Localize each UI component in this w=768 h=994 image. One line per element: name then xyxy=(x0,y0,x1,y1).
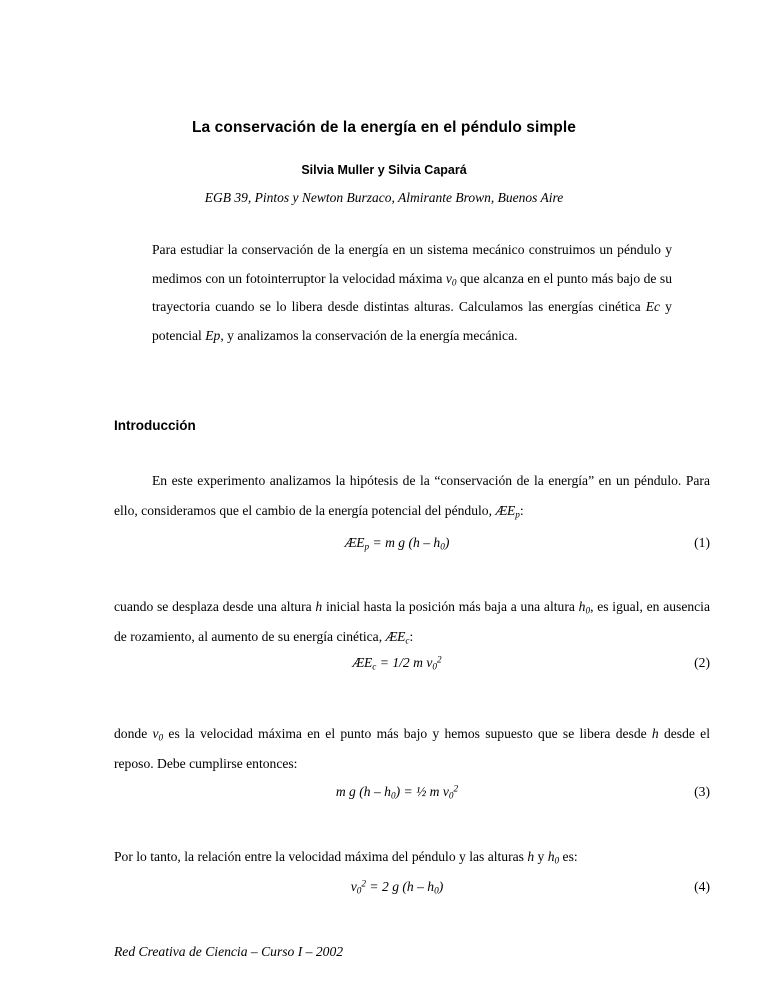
page-footer: Red Creativa de Ciencia – Curso I – 2002 xyxy=(114,944,344,959)
equation-3-body xyxy=(114,780,710,804)
equation-1-number: (1) xyxy=(694,535,710,550)
paragraph-introduccion-2 xyxy=(114,592,710,652)
delta-symbol-icon: Æ xyxy=(495,502,507,518)
abstract-text-part1: Para estudiar la conservación de la energía en un sistema mecánico construimos un péndulo y medimos con un fotointerruptor la velocidad máxima xyxy=(152,242,672,286)
equation-4-rhs-sub: 0 xyxy=(434,885,439,896)
paragraph-2-text-a: cuando se desplaza desde una altura xyxy=(114,598,316,614)
equation-4 xyxy=(114,875,710,899)
equation-2-body xyxy=(114,651,710,675)
paragraph-2-text-d: : xyxy=(409,628,414,644)
height-symbol-h: h xyxy=(315,598,323,614)
equation-3-rhs-sub: 0 xyxy=(448,790,454,801)
abstract-text-part3: y potencial xyxy=(152,299,672,343)
equation-1-rhs-tail: ) xyxy=(444,535,450,550)
author-line: Silvia Muller y Silvia Capará xyxy=(301,163,467,177)
equation-4-rhs-tail: ) xyxy=(438,879,444,894)
equation-2-lhs: $E_c$ xyxy=(363,655,377,672)
section-heading-introduccion: Introducción xyxy=(114,418,196,434)
equation-1-body xyxy=(114,531,710,555)
equation-2-rhs-sub: 0 xyxy=(432,661,437,672)
paragraph-3-text-a: donde xyxy=(114,725,153,741)
equation-3-lhs: m g (h – h xyxy=(335,784,391,799)
equation-1-lhs: $E_p$ xyxy=(356,535,370,552)
equation-1-rhs-sub: 0 xyxy=(440,541,445,552)
affiliation-line: EGB 39, Pintos y Newton Burzaco, Almirante Brown, Buenos Aire xyxy=(204,190,564,205)
height-symbol-h0: $h_0$ xyxy=(547,848,560,866)
equation-4-number: (4) xyxy=(694,879,710,894)
energy-symbol: $E_p$ xyxy=(506,502,520,520)
paragraph-3-text-b: es la velocidad máxima en el punto más bajo y hemos supuesto que se libera desde xyxy=(163,725,652,741)
abstract-v0-symbol: $v_0$ xyxy=(445,270,457,288)
equation-4-lhs: v xyxy=(350,879,357,894)
paragraph-introduccion-3 xyxy=(114,719,710,779)
abstract-ec-symbol: Ec xyxy=(645,299,661,314)
abstract-block xyxy=(152,236,672,350)
equation-4-lhs-sup: 2 xyxy=(361,878,367,889)
page-title: La conservación de la energía en el péndulo simple xyxy=(191,119,576,137)
paragraph-3-text-c: desde el reposo. Debe cumplirse entonces: xyxy=(114,725,710,771)
equation-2-number: (2) xyxy=(694,655,710,670)
equation-3-number: (3) xyxy=(694,784,710,799)
equation-4-lhs-sub: 0 xyxy=(356,885,362,896)
equation-4-body xyxy=(114,875,710,899)
abstract-ep-symbol: Ep xyxy=(205,327,221,343)
paragraph-2-text-c: , es igual, en ausencia de rozamiento, al aumento de su energía cinética, xyxy=(114,598,710,644)
paragraph-4-text-b: y xyxy=(534,848,548,864)
paragraph-introduccion-4 xyxy=(114,842,710,872)
velocity-symbol-v0: $v_0$ xyxy=(152,725,164,743)
equation-1-rhs: = m g (h – h xyxy=(369,535,441,550)
delta-symbol-icon: Æ xyxy=(352,655,364,670)
equation-1 xyxy=(114,531,710,555)
equation-2-rhs-sup: 2 xyxy=(437,654,442,665)
paragraph-introduccion-1 xyxy=(114,466,710,526)
height-symbol-h0: $h_0$ xyxy=(578,598,591,616)
paragraph-1-text-a: En este experimento analizamos la hipótesis de la “conservación de la energía” en un péndulo. Para ello, consideramos que el cambio de la energía potencial del péndulo, xyxy=(114,472,710,518)
abstract-text-part4: , y analizamos la conservación de la energía mecánica. xyxy=(220,327,518,343)
equation-3 xyxy=(114,780,710,804)
paragraph-2-text-b: inicial hasta la posición más baja a una altura xyxy=(322,598,579,614)
equation-3-rhs-sup: 2 xyxy=(453,783,459,794)
delta-symbol-icon: Æ xyxy=(344,535,357,550)
equation-3-mid: ) = ½ m v xyxy=(395,784,449,799)
energy-symbol: $E_c$ xyxy=(397,628,410,646)
equation-2 xyxy=(114,651,710,675)
paragraph-4-text-a: Por lo tanto, la relación entre la velocidad máxima del péndulo y las alturas xyxy=(114,848,528,864)
delta-symbol-icon: Æ xyxy=(385,628,398,644)
abstract-text-part2: que alcanza en el punto más bajo de su trayectoria cuando se lo libera desde distintas alturas. Calculamos las energías cinética xyxy=(152,270,672,314)
paragraph-1-text-b: : xyxy=(519,502,524,518)
equation-2-rhs: = 1/2 m v xyxy=(376,655,433,670)
height-symbol-h: h xyxy=(527,848,535,864)
height-symbol-h: h xyxy=(651,725,659,741)
equation-3-lhs-sub: 0 xyxy=(390,790,396,801)
paragraph-4-text-c: es: xyxy=(559,848,578,864)
equation-4-rhs: = 2 g (h – h xyxy=(366,879,435,894)
